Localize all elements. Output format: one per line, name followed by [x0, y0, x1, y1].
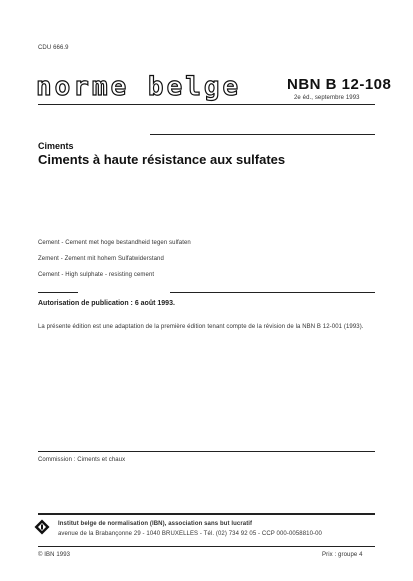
document-category: Ciments — [38, 141, 74, 151]
institute-name: Institut belge de normalisation (IBN), association sans but lucratif — [58, 521, 253, 527]
commission-name: Commission : Ciments et chaux — [38, 457, 126, 463]
institute-address: avenue de la Brabançonne 29 - 1040 BRUXELLES - Tél. (02) 734 92 05 - CCP 000-0058810-00 — [58, 531, 322, 537]
norme-belge-title: norme belge — [36, 72, 242, 102]
standard-number: NBN B 12-108 — [287, 76, 392, 93]
header-divider — [38, 104, 375, 105]
bottom-divider — [38, 546, 375, 547]
price-group: Prix : groupe 4 — [322, 552, 363, 558]
auth-divider-left — [38, 292, 78, 293]
translation-english: Cement - High sulphate - resisting cement — [38, 272, 155, 278]
commission-divider — [38, 451, 375, 452]
copyright: © IBN 1993 — [38, 552, 71, 558]
edition-date: 2e éd., septembre 1993 — [294, 95, 360, 101]
edition-note: La présente édition est une adaptation de la première édition tenant compte de la révision de la NBN B 12-001 (1993). — [38, 324, 364, 330]
cdu-code: CDU 666.9 — [38, 45, 69, 51]
translation-dutch: Cement - Cement met hoge bestandheid tegen sulfaten — [38, 240, 191, 246]
authorization-date: Autorisation de publication : 6 août 1993. — [38, 300, 175, 307]
document-title: Ciments à haute résistance aux sulfates — [38, 152, 286, 167]
title-top-divider — [150, 134, 375, 135]
ibn-logo-icon — [34, 519, 50, 535]
footer-divider — [38, 513, 375, 515]
auth-divider-right — [170, 292, 375, 293]
translation-german: Zement - Zement mit hohem Sulfatwiderstand — [38, 256, 164, 262]
